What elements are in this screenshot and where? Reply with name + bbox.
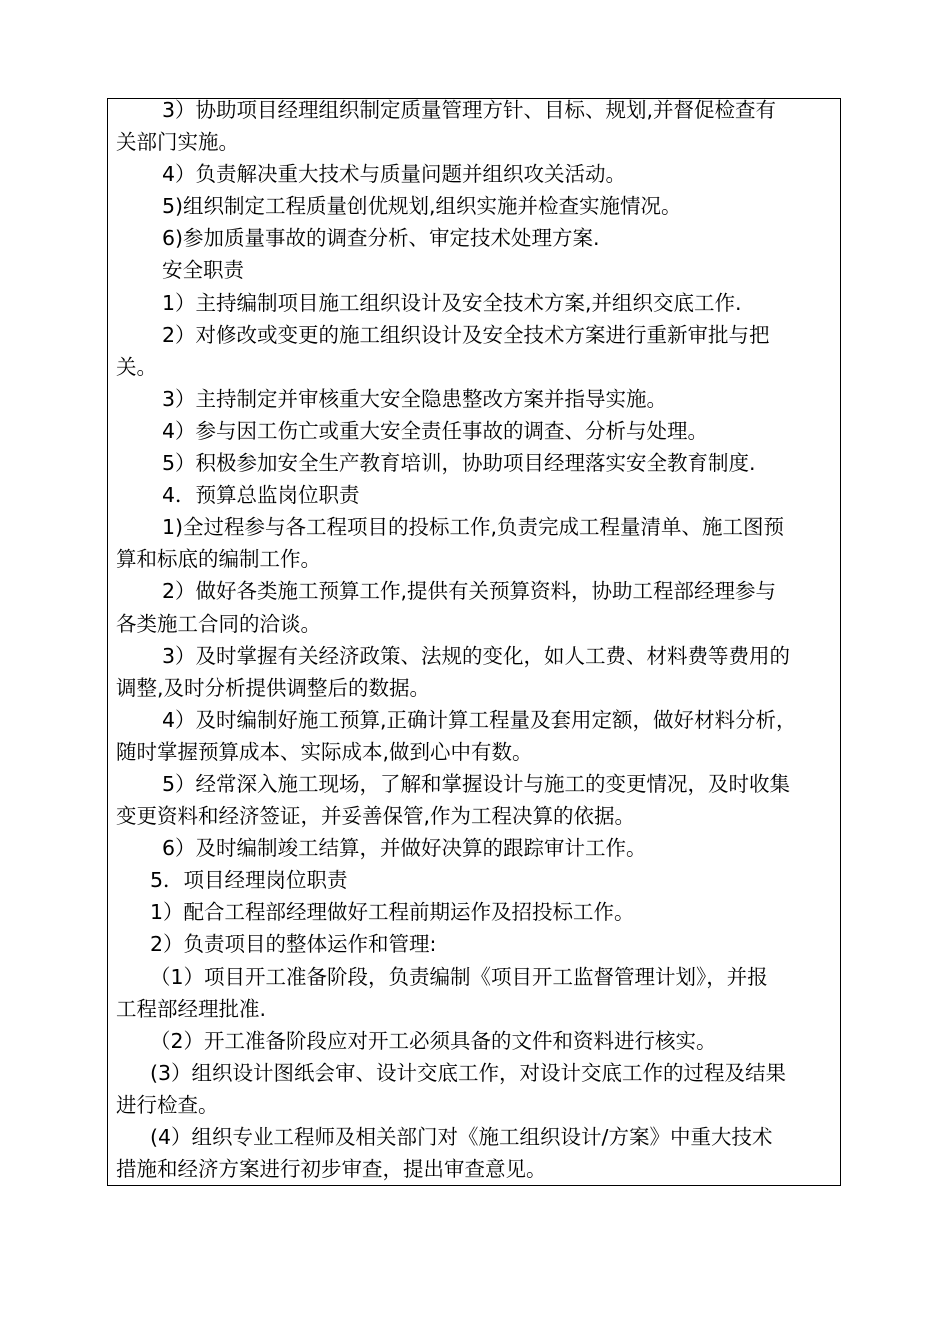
text-line: 6)参加质量事故的调查分析、审定技术处理方案. [162, 226, 600, 251]
text-line: 5)组织制定工程质量创优规划,组织实施并检查实施情况。 [162, 194, 682, 219]
text-line: 3）协助项目经理组织制定质量管理方针、目标、规划,并督促检查有 [162, 98, 777, 122]
text-line: 4）负责解决重大技术与质量问题并组织攻关活动。 [162, 162, 627, 187]
text-line: (4）组织专业工程师及相关部门对《施工组织设计/方案》中重大技术 [150, 1125, 773, 1149]
text-line: (3）组织设计图纸会审、设计交底工作，对设计交底工作的过程及结果 [150, 1060, 787, 1085]
text-line: 工程部经理批准. [116, 996, 267, 1021]
text-line: 措施和经济方案进行初步审查，提出审查意见。 [116, 1157, 547, 1182]
text-line: 算和标底的编制工作。 [116, 547, 321, 572]
text-line: 安全职责 [162, 258, 244, 283]
text-line: 1）主持编制项目施工组织设计及安全技术方案,并组织交底工作. [162, 290, 742, 315]
text-line: 4．预算总监岗位职责 [162, 483, 360, 508]
text-line: 随时掌握预算成本、实际成本,做到心中有数。 [116, 739, 533, 764]
text-line: 5）积极参加安全生产教育培训，协助项目经理落实安全教育制度. [162, 451, 756, 476]
text-line: 进行检查。 [116, 1092, 219, 1117]
text-line: 3）及时掌握有关经济政策、法规的变化，如人工费、材料费等费用的 [162, 643, 791, 668]
text-line: 变更资料和经济签证，并妥善保管,作为工程决算的依据。 [116, 804, 636, 829]
text-line: 2）对修改或变更的施工组织设计及安全技术方案进行重新审批与把 [162, 322, 770, 347]
text-line: （1）项目开工准备阶段，负责编制《项目开工监督管理计划》，并报 [150, 964, 768, 989]
text-line: 4）及时编制好施工预算,正确计算工程量及套用定额，做好材料分析， [162, 707, 797, 732]
text-line: 1）配合工程部经理做好工程前期运作及招投标工作。 [150, 900, 635, 925]
text-line: 5．项目经理岗位职责 [150, 868, 348, 893]
text-line: 2）负责项目的整体运作和管理: [150, 932, 437, 957]
text-line: 关。 [116, 354, 157, 379]
text-line: 4）参与因工伤亡或重大安全责任事故的调查、分析与处理。 [162, 418, 709, 443]
document-body [116, 94, 844, 1185]
text-line: 3）主持制定并审核重大安全隐患整改方案并指导实施。 [162, 386, 668, 411]
text-line: 1)全过程参与各工程项目的投标工作,负责完成工程量清单、施工图预 [162, 515, 785, 540]
text-line: 各类施工合同的洽谈。 [116, 611, 321, 636]
text-line: 关部门实施。 [116, 130, 239, 155]
text-line: 调整,及时分析提供调整后的数据。 [116, 675, 431, 700]
text-line: 6）及时编制竣工结算，并做好决算的跟踪审计工作。 [162, 836, 647, 861]
text-line: 2）做好各类施工预算工作,提供有关预算资料，协助工程部经理参与 [162, 579, 777, 604]
text-line: 5）经常深入施工现场，了解和掌握设计与施工的变更情况，及时收集 [162, 771, 791, 796]
text-line: （2）开工准备阶段应对开工必须具备的文件和资料进行核实。 [150, 1028, 717, 1053]
